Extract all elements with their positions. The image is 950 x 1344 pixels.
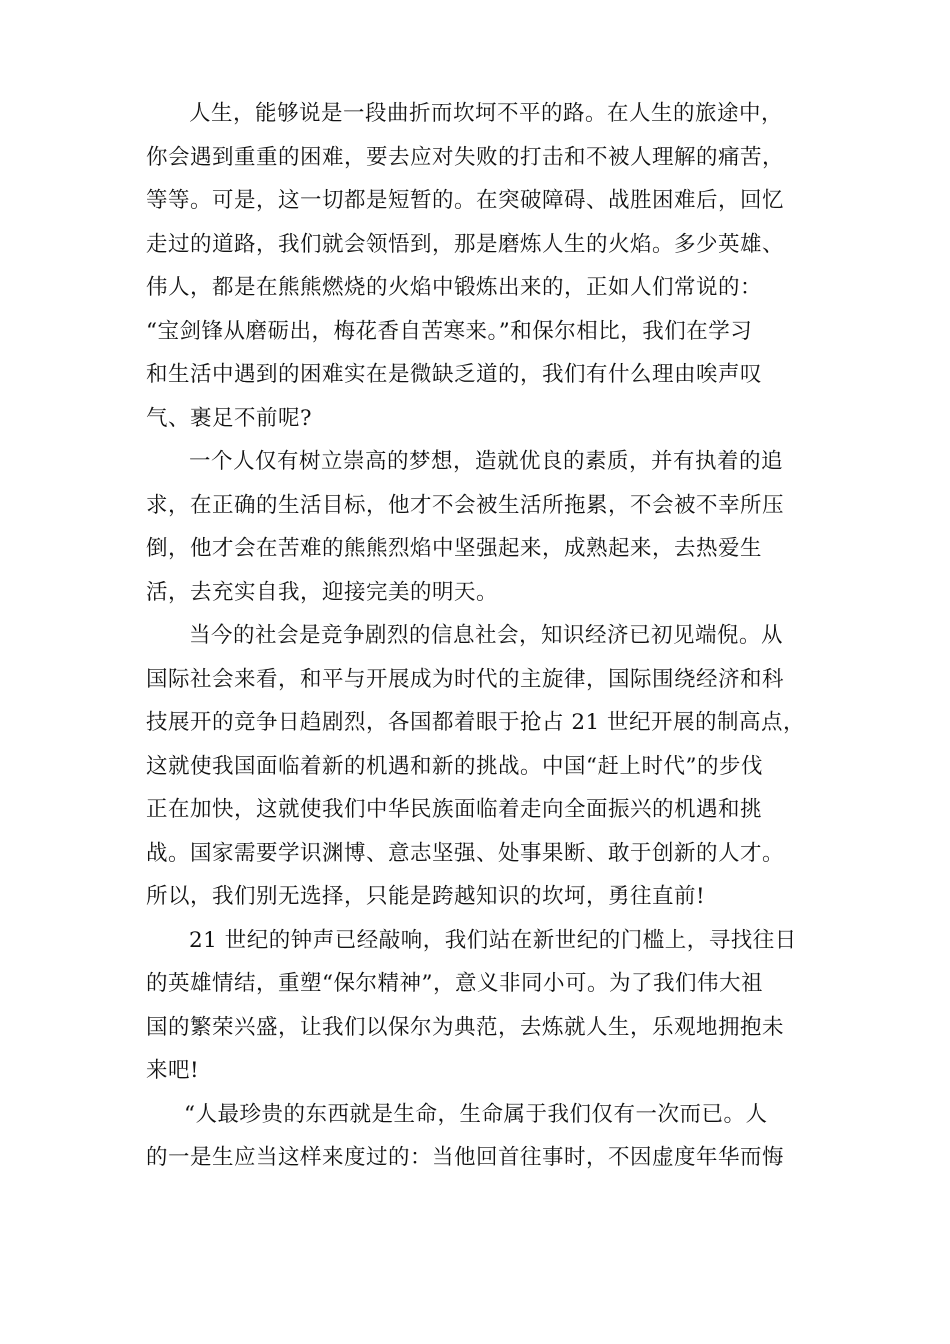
- text-line: 所以，我们别无选择，只能是跨越知识的坎坷，勇往直前!: [146, 884, 706, 909]
- text-line: 和生活中遇到的困难实在是微缺乏道的，我们有什么理由唉声叹: [146, 362, 763, 387]
- text-line: 伟人，都是在熊熊燃烧的火焰中锻炼出来的，正如人们常说的：: [146, 275, 763, 300]
- text-line: 国的繁荣兴盛，让我们以保尔为典范，去炼就人生，乐观地拥抱未: [146, 1014, 785, 1040]
- text-line: 国际社会来看，和平与开展成为时代的主旋律，国际围绕经济和科: [146, 666, 785, 692]
- text-line: “人最珍贵的东西就是生命，生命属于我们仅有一次而已。人: [184, 1101, 768, 1127]
- text-line: “宝剑锋从磨砺出，梅花香自苦寒来。”和保尔相比，我们在学习: [146, 318, 753, 344]
- text-line: 活，去充实自我，迎接完美的明天。: [146, 579, 499, 605]
- paragraph: [146, 440, 806, 614]
- text-line: 等等。可是，这一切都是短暂的。在突破障碍、战胜困难后，回忆: [146, 188, 785, 213]
- document-body: [146, 92, 806, 1180]
- text-line: 的一是生应当这样来度过的：当他回首往事时，不因虚度年华而悔: [146, 1145, 785, 1170]
- text-line: 当今的社会是竞争剧烈的信息社会，知识经济已初见端倪。从: [189, 623, 784, 648]
- paragraph: [146, 614, 806, 919]
- text-line: 技展开的竞争日趋剧烈，各国都着眼于抢占 21 世纪开展的制高点，: [146, 710, 806, 735]
- paragraph: [146, 1093, 806, 1180]
- text-line: 人生，能够说是一段曲折而坎坷不平的路。在人生的旅途中，: [189, 101, 784, 126]
- text-line: 战。国家需要学识渊博、意志坚强、处事果断、敢于创新的人才。: [146, 840, 785, 866]
- text-line: 走过的道路，我们就会领悟到，那是磨炼人生的火焰。多少英雄、: [146, 231, 785, 257]
- text-line: 求，在正确的生活目标，他才不会被生活所拖累，不会被不幸所压: [146, 492, 785, 518]
- text-line: 倒，他才会在苦难的熊熊烈焰中坚强起来，成熟起来，去热爱生: [146, 536, 763, 561]
- text-line: 21 世纪的钟声已经敲响，我们站在新世纪的门槛上，寻找往日: [189, 927, 797, 953]
- text-line: 这就使我国面临着新的机遇和新的挑战。中国“赶上时代”的步伐: [146, 753, 763, 779]
- text-line: 正在加快，这就使我们中华民族面临着走向全面振兴的机遇和挑: [146, 797, 763, 822]
- text-line: 你会遇到重重的困难，要去应对失败的打击和不被人理解的痛苦，: [146, 144, 785, 170]
- text-line: 的英雄情结，重塑“保尔精神”，意义非同小可。为了我们伟大祖: [146, 971, 763, 996]
- paragraph: [146, 92, 806, 440]
- text-line: 来吧!: [146, 1058, 200, 1083]
- text-line: 气、裹足不前呢?: [146, 405, 313, 431]
- text-line: 一个人仅有树立崇高的梦想，造就优良的素质，并有执着的追: [189, 449, 784, 474]
- paragraph: [146, 919, 806, 1093]
